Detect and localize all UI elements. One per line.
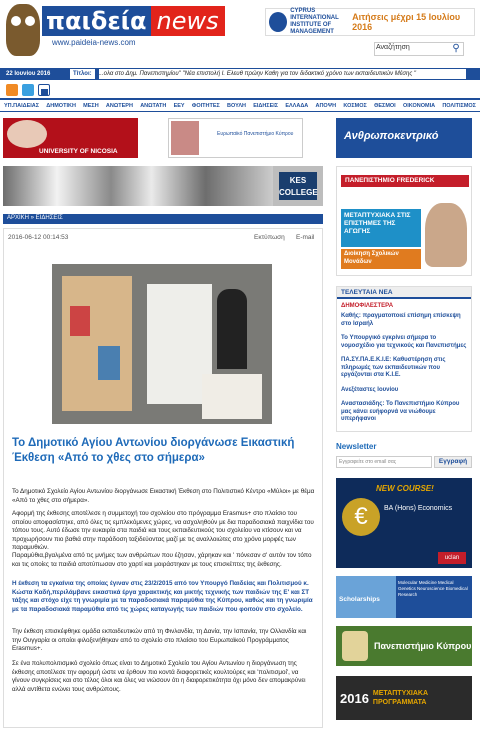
article-paragraph: Παραμύθια,βγαλμένα από τις μνήμες των ανθρώπων που έζησαν, χάρηκαν και ' πόνεσαν σ' αυτόν τον τόπο και τις οποίες τα παιδιά αποτύπωσαν στο χαρτί και μοιράστηκαν με τους επισκέπτες της έκθεσης.	[12, 552, 312, 568]
postgraduate-ad-banner[interactable]	[336, 676, 472, 720]
frederick-title: ΠΑΝΕΠΙΣΤΗΜΙΟ FREDERICK	[341, 175, 469, 187]
article-paragraph: Το Δημοτικό Σχολείο Αγίου Αντωνίου διοργάνωσε Εικαστική Έκθεση στο Πολιτιστικό Κέντρο «Μύλοι» με θέμα «Από το χθες στο σήμερα».	[12, 488, 315, 504]
nav-item[interactable]: ΠΟΛΙΤΙΣΜΟΣ	[442, 102, 476, 109]
logo-main-text: παιδεία	[42, 6, 151, 36]
anthropokentriko-ad-banner[interactable]: Ανθρωποκεντρικό	[336, 118, 472, 158]
main-nav	[0, 98, 480, 112]
unic-ad-banner[interactable]	[3, 118, 138, 158]
uclan-course: NEW COURSE!	[376, 484, 434, 493]
uclan-degree: BA (Hons) Economics	[384, 505, 453, 512]
site-url: www.paideia-news.com	[52, 38, 136, 47]
news-link[interactable]: Ανεξέταστες Ιουνίου	[341, 387, 399, 393]
site-logo[interactable]	[42, 6, 225, 36]
news-link[interactable]: Το Υπουργικό εγκρίνει σήμερα το νομοσχέδιο για τεχνικούς και Πανεπιστήμες	[341, 335, 467, 349]
meta-year: 2016	[340, 690, 369, 706]
euro-photo	[171, 121, 199, 155]
ciim-seal-icon	[269, 12, 287, 32]
frederick-ad-banner[interactable]	[336, 166, 472, 276]
artwork-house	[62, 276, 132, 411]
european-university-ad-banner[interactable]	[168, 118, 303, 158]
nav-item[interactable]: ΚΟΣΜΟΣ	[343, 102, 367, 109]
latest-news-tab[interactable]: ΤΕΛΕΥΤΑΙΑ ΝΕΑ	[337, 287, 471, 299]
frederick-course: Διοίκηση Σχολικών Μονάδων	[341, 249, 421, 269]
nav-item[interactable]: ΑΝΩΤΕΡΗ	[105, 102, 133, 109]
popular-tab[interactable]: ΔΗΜΟΦΙΛΕΣΤΕΡΑ	[341, 303, 394, 309]
article-paragraph: Σε ένα πολυπολιτισμικό σχολείο όπως είναι το Δημοτικό Σχολείο του Αγίου Αντωνίου η διοργάνωση της έκθεσης αποτέλεσε την αφορμή ώστε να έρθουν πιο κοντά διαφορετικές κουλτούρες και 'πολιτισμοί', να γίνουν συγκρίσεις και στο τέλος όλοι και όλες να νιώσουν ότι η διαφορετικότητα όχι μόνο δεν απομακρύνει αλλά αντίθετα ενώνει τους ανθρώπους.	[12, 660, 306, 693]
nav-item[interactable]: ΒΟΥΛΗ	[227, 102, 246, 109]
ciim-name: CYPRUS INTERNATIONAL INSTITUTE OF MANAGEMENT	[290, 8, 339, 35]
frederick-programs: ΜΕΤΑΠΤΥΧΙΑΚΑ ΣΤΙΣ ΕΠΙΣΤΗΜΕΣ ΤΗΣ ΑΓΩΓΗΣ	[341, 209, 421, 247]
unic-photo	[7, 120, 47, 148]
ticker-text[interactable]: ...ολα στο Δημ. Πανεπιστημίου" "Νέα επιστολή Ι. Ελευθ πρώην Καθη για τον διδακτικό χρόνο των εκπαιδευτικών Μέσης "	[99, 69, 466, 79]
ucy-text: Πανεπιστήμιο Κύπρου	[374, 640, 472, 651]
newsletter-email-input[interactable]: Εγγραφείτε στο email σας	[336, 456, 432, 468]
logo-news-text: news	[151, 6, 225, 36]
current-date: 22 Ιουνίου 2016	[0, 71, 70, 77]
nav-item[interactable]: ΕΕΥ	[173, 102, 185, 109]
kes-photo	[3, 166, 273, 206]
kes-logo: KES COLLEGE	[279, 172, 317, 200]
uclan-ad-banner[interactable]	[336, 478, 472, 568]
search-label: Αναζήτηση	[376, 44, 410, 51]
uclan-logo: uclan	[438, 552, 466, 564]
email-link[interactable]: E-mail	[296, 234, 315, 241]
euro-text: Ευρωπαϊκό Πανεπιστήμιο Κύπρου	[217, 131, 294, 137]
article-paragraph: Η έκθεση τα εγκαίνια της οποίας έγιναν στις 23/2/2015 από τον Υπουργό Παιδείας και Πολιτισμού κ. Κώστα Καδή,περιλάμβανε εικαστικά έργα χαρακτικής και μικτής τεχνικής των παιδιών της Ε' και ΣΤ τάξης και στόχο είχε τη γνωριμία με τα παραδοσιακά παραμύθια της Κύπρου, καθώς και τη γνωριμία με τα παραδοσιακά παραμύθια από τις χώρες καταγωγής των παιδιών που φοιτούν στο σχολείο.	[12, 580, 313, 613]
print-link[interactable]: Εκτύπωση	[254, 234, 285, 241]
scholarships-ad-banner[interactable]	[336, 576, 472, 618]
meta-text: ΜΕΤΑΠΤΥΧΙΑΚΑ ΠΡΟΓΡΑΜΜΑΤΑ	[372, 690, 429, 706]
article-paragraph: Την έκθεση επισκέφθηκε ομάδα εκπαιδευτικών από τη Φινλανδία, τη Δανία, την Ισπανία, την Ολλανδία και την Ουγγαρία οι οποίοι φιλοξενήθηκαν από το σχολείο στο πλαίσιο του Ευρωπαϊκού Προγράμματος Erasmus+.	[12, 628, 307, 652]
twitter-icon[interactable]	[22, 84, 34, 96]
site-header	[0, 0, 480, 64]
frederick-photo	[425, 203, 467, 267]
nav-item[interactable]: ΘΕΣΜΟΙ	[374, 102, 396, 109]
newsletter-subscribe-button[interactable]: Εγγραφή	[434, 456, 472, 468]
social-icons	[6, 84, 50, 98]
owl-logo-icon[interactable]	[6, 4, 40, 56]
ucy-emblem-icon	[342, 631, 368, 661]
scholarships-label: Scholarships	[336, 576, 396, 618]
news-link[interactable]: Καθής: πραγματοποιεί επίσημη επίσκεψη στο Ισραήλ	[341, 313, 461, 327]
nav-item[interactable]: ΟΙΚΟΝΟΜΙΑ	[402, 102, 436, 109]
nav-item[interactable]: ΑΠΟΨΗ	[315, 102, 337, 109]
latest-news-panel	[336, 286, 472, 432]
nav-item[interactable]: ΜΕΣΗ	[83, 102, 99, 109]
article-date: 2016-06-12 00:14:53	[8, 234, 69, 241]
rss-icon[interactable]	[6, 84, 18, 96]
ticker-label: Τίτλοι:	[70, 69, 95, 79]
university-of-cyprus-ad-banner[interactable]	[336, 626, 472, 666]
kes-college-ad-banner[interactable]	[3, 166, 323, 206]
nav-item[interactable]: ΥΠ.ΠΑΙΔΕΙΑΣ	[4, 102, 40, 109]
unic-text: UNIVERSITY OF NICOSIA	[39, 148, 118, 155]
nav-item[interactable]: ΑΝΩΤΑΤΗ	[140, 102, 167, 109]
nav-item[interactable]: ΦΟΙΤΗΤΕΣ	[191, 102, 220, 109]
breadcrumb[interactable]: ΑΡΧΙΚΗ » ΕΙΔΗΣΕΙΣ	[3, 214, 323, 224]
euro-coin-icon: €	[342, 498, 380, 536]
ciim-text: Αιτήσεις μέχρι 15 Ιουλίου 2016	[352, 12, 461, 32]
article-photo	[52, 264, 272, 424]
home-icon[interactable]	[38, 84, 50, 96]
scholarships-fields: Molecular Medicine Medical Genetics Neuroscience Biomedical Research	[398, 580, 468, 597]
model-building	[202, 374, 262, 419]
article-headline: Το Δημοτικό Αγίου Αντωνίου διοργάνωσε Εικαστική Έκθεση «Από το χθες στο σήμερα»	[12, 437, 295, 464]
news-link[interactable]: Αναστασιάδης: Το Πανεπιστήμιο Κύπρου μας κάνει ευήφορνά να νιώθουμε υπερήφανοι	[341, 401, 460, 422]
ciim-ad-banner[interactable]	[265, 8, 475, 36]
news-ticker	[0, 68, 480, 80]
news-link[interactable]: ΠΑ.ΣΥ.ΠΑ.Ε.Κ.Ι.Ε: Καθυστέρηση στις πληρωμές των εκπαιδευτικών που εργάζονται στα Κ.Ι.Ε.	[341, 357, 446, 378]
search-icon[interactable]: ⚲	[452, 43, 460, 54]
nav-item[interactable]: ΔΗΜΟΤΙΚΗ	[46, 102, 76, 109]
nav-item[interactable]: ΕΛΛΑΔΑ	[285, 102, 309, 109]
visitor-figure	[217, 289, 247, 369]
newsletter-title: Newsletter	[336, 442, 377, 451]
nav-item[interactable]: ΕΙΔΗΣΕΙΣ	[253, 102, 279, 109]
article-paragraph: Αφορμή της έκθεσης αποτέλεσε η συμμετοχή του σχολείου στο πρόγραμμα Erasmus+ στο πλαίσιο του οποίου αποφασίστηκε, από όλες τις εμπλεκόμενες χώρες, να ασχοληθούν με δια παραδοσιακά παιχνίδια του τόπου τους. Αυτό έδωσε την ευκαιρία στα παιδιά και τους εκπαιδευτικούς του σχολείου να κτίσουν και να προχωρήσουν πιο βαθιά στην παράδοση ταξιδεύοντας μαζί με τις αναλλοιώτες στο χρόνο μορφές των παραμυθιών.	[12, 510, 314, 551]
